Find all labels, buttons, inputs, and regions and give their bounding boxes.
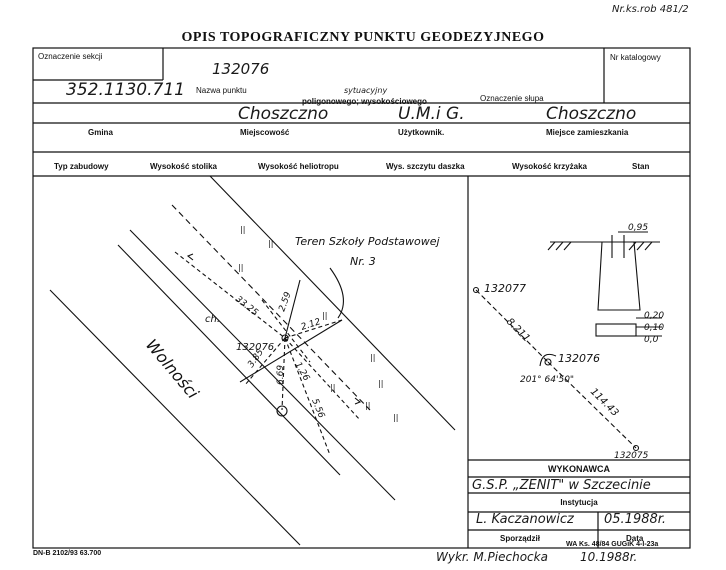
grass-mark: || (370, 353, 376, 362)
school-label-2: Nr. 3 (350, 255, 376, 268)
form-code: DN-B 2102/93 63.700 (33, 550, 102, 557)
publisher-code: WA Ks. 48/84 GUGiK 4-I-23a (566, 541, 659, 548)
distance-top: 8.211 (503, 316, 532, 345)
grass-mark: || (330, 383, 336, 392)
gmina-value: Choszczno (238, 104, 329, 124)
roof-height-label: Wys. szczytu daszka (386, 162, 465, 171)
surveyor-name: L. Kaczanowicz (476, 512, 574, 527)
institution-label: Instytucja (560, 498, 598, 507)
distance-bottom: 114.43 (587, 386, 621, 419)
dim-label-4: 3.85 (246, 347, 266, 370)
executor-label: WYKONAWCA (548, 464, 610, 474)
grass-mark: || (240, 225, 246, 234)
level-0-10: 0,10 (644, 323, 665, 333)
cross-height-label: Wysokość krzyżaka (512, 162, 588, 171)
ch-label: ch. (205, 314, 221, 325)
school-label-1: Teren Szkoły Podstawowej (295, 235, 440, 248)
drawn-date: 10.1988r. (580, 550, 638, 564)
executor-value: G.S.P. „ZENIT" w Szczecinie (472, 478, 651, 493)
pillar-label: Oznaczenie słupa (480, 94, 544, 103)
gmina-label: Gmina (88, 128, 113, 137)
point-type-printed: poligonowego; wysokościowego (302, 97, 427, 106)
point-name-label: Nazwa punktu (196, 86, 247, 95)
grass-mark: || (238, 263, 244, 272)
table-height-label: Wysokość stolika (150, 162, 217, 171)
dim-label-5: 6.69 (276, 364, 286, 385)
grass-mark: || (393, 413, 399, 422)
grass-mark: || (378, 379, 384, 388)
grass-mark: || (322, 311, 328, 320)
dim-label-2: 2.59 (277, 290, 294, 314)
point-number: 132076 (212, 60, 270, 78)
residence-label: Miejsce zamieszkania (546, 128, 629, 137)
grass-mark: || (365, 401, 371, 410)
network-top-label: 132077 (484, 282, 526, 295)
level-0-0: 0,0 (644, 335, 659, 345)
state-label: Stan (632, 162, 650, 171)
build-type-label: Typ zabudowy (54, 162, 109, 171)
dim-label-1: 33.25 (233, 294, 260, 319)
angle-arc (540, 354, 556, 366)
miejscowosc-value: U.M.i G. (398, 104, 465, 124)
angle-label: 201° 64'50" (520, 375, 575, 385)
miejscowosc-label: Miejscowość (240, 128, 290, 137)
network-bottom-label: 132075 (614, 451, 649, 461)
point-type-handwritten: sytuacyjny (344, 86, 388, 95)
level-0-20: 0,20 (644, 311, 665, 321)
street-name: Wolności (141, 335, 203, 403)
heliotrope-height-label: Wysokość heliotropu (258, 162, 339, 171)
section-label: Oznaczenie sekcji (38, 52, 103, 61)
dim-label-6: 1.26 (292, 360, 312, 383)
pillar-body (598, 242, 640, 310)
survey-date: 05.1988r. (604, 512, 667, 527)
network-mid-label: 132076 (558, 352, 600, 365)
monument-top-dim: 0,95 (628, 223, 649, 233)
user-label: Użytkownik. (398, 128, 445, 137)
dim-label-3: 2.12 (299, 317, 322, 333)
section-value: 352.1130.711 (66, 80, 185, 100)
prepared-by-label: Sporządził (500, 534, 541, 543)
date-label: Data (626, 534, 644, 543)
catalog-label: Nr katalogowy (610, 53, 661, 62)
archive-number: Nr.ks.rob 481/2 (612, 4, 689, 15)
plate-marker (596, 324, 636, 336)
sketch-point-label: 132076 (236, 342, 275, 353)
grass-mark: || (268, 239, 274, 248)
residence-value: Choszczno (546, 104, 637, 124)
drawn-by: Wykr. M.Piechocka (436, 550, 548, 564)
page-title: OPIS TOPOGRAFICZNY PUNKTU GEODEZYJNEGO (181, 30, 545, 45)
dim-label-7: 5.56 (309, 397, 326, 420)
